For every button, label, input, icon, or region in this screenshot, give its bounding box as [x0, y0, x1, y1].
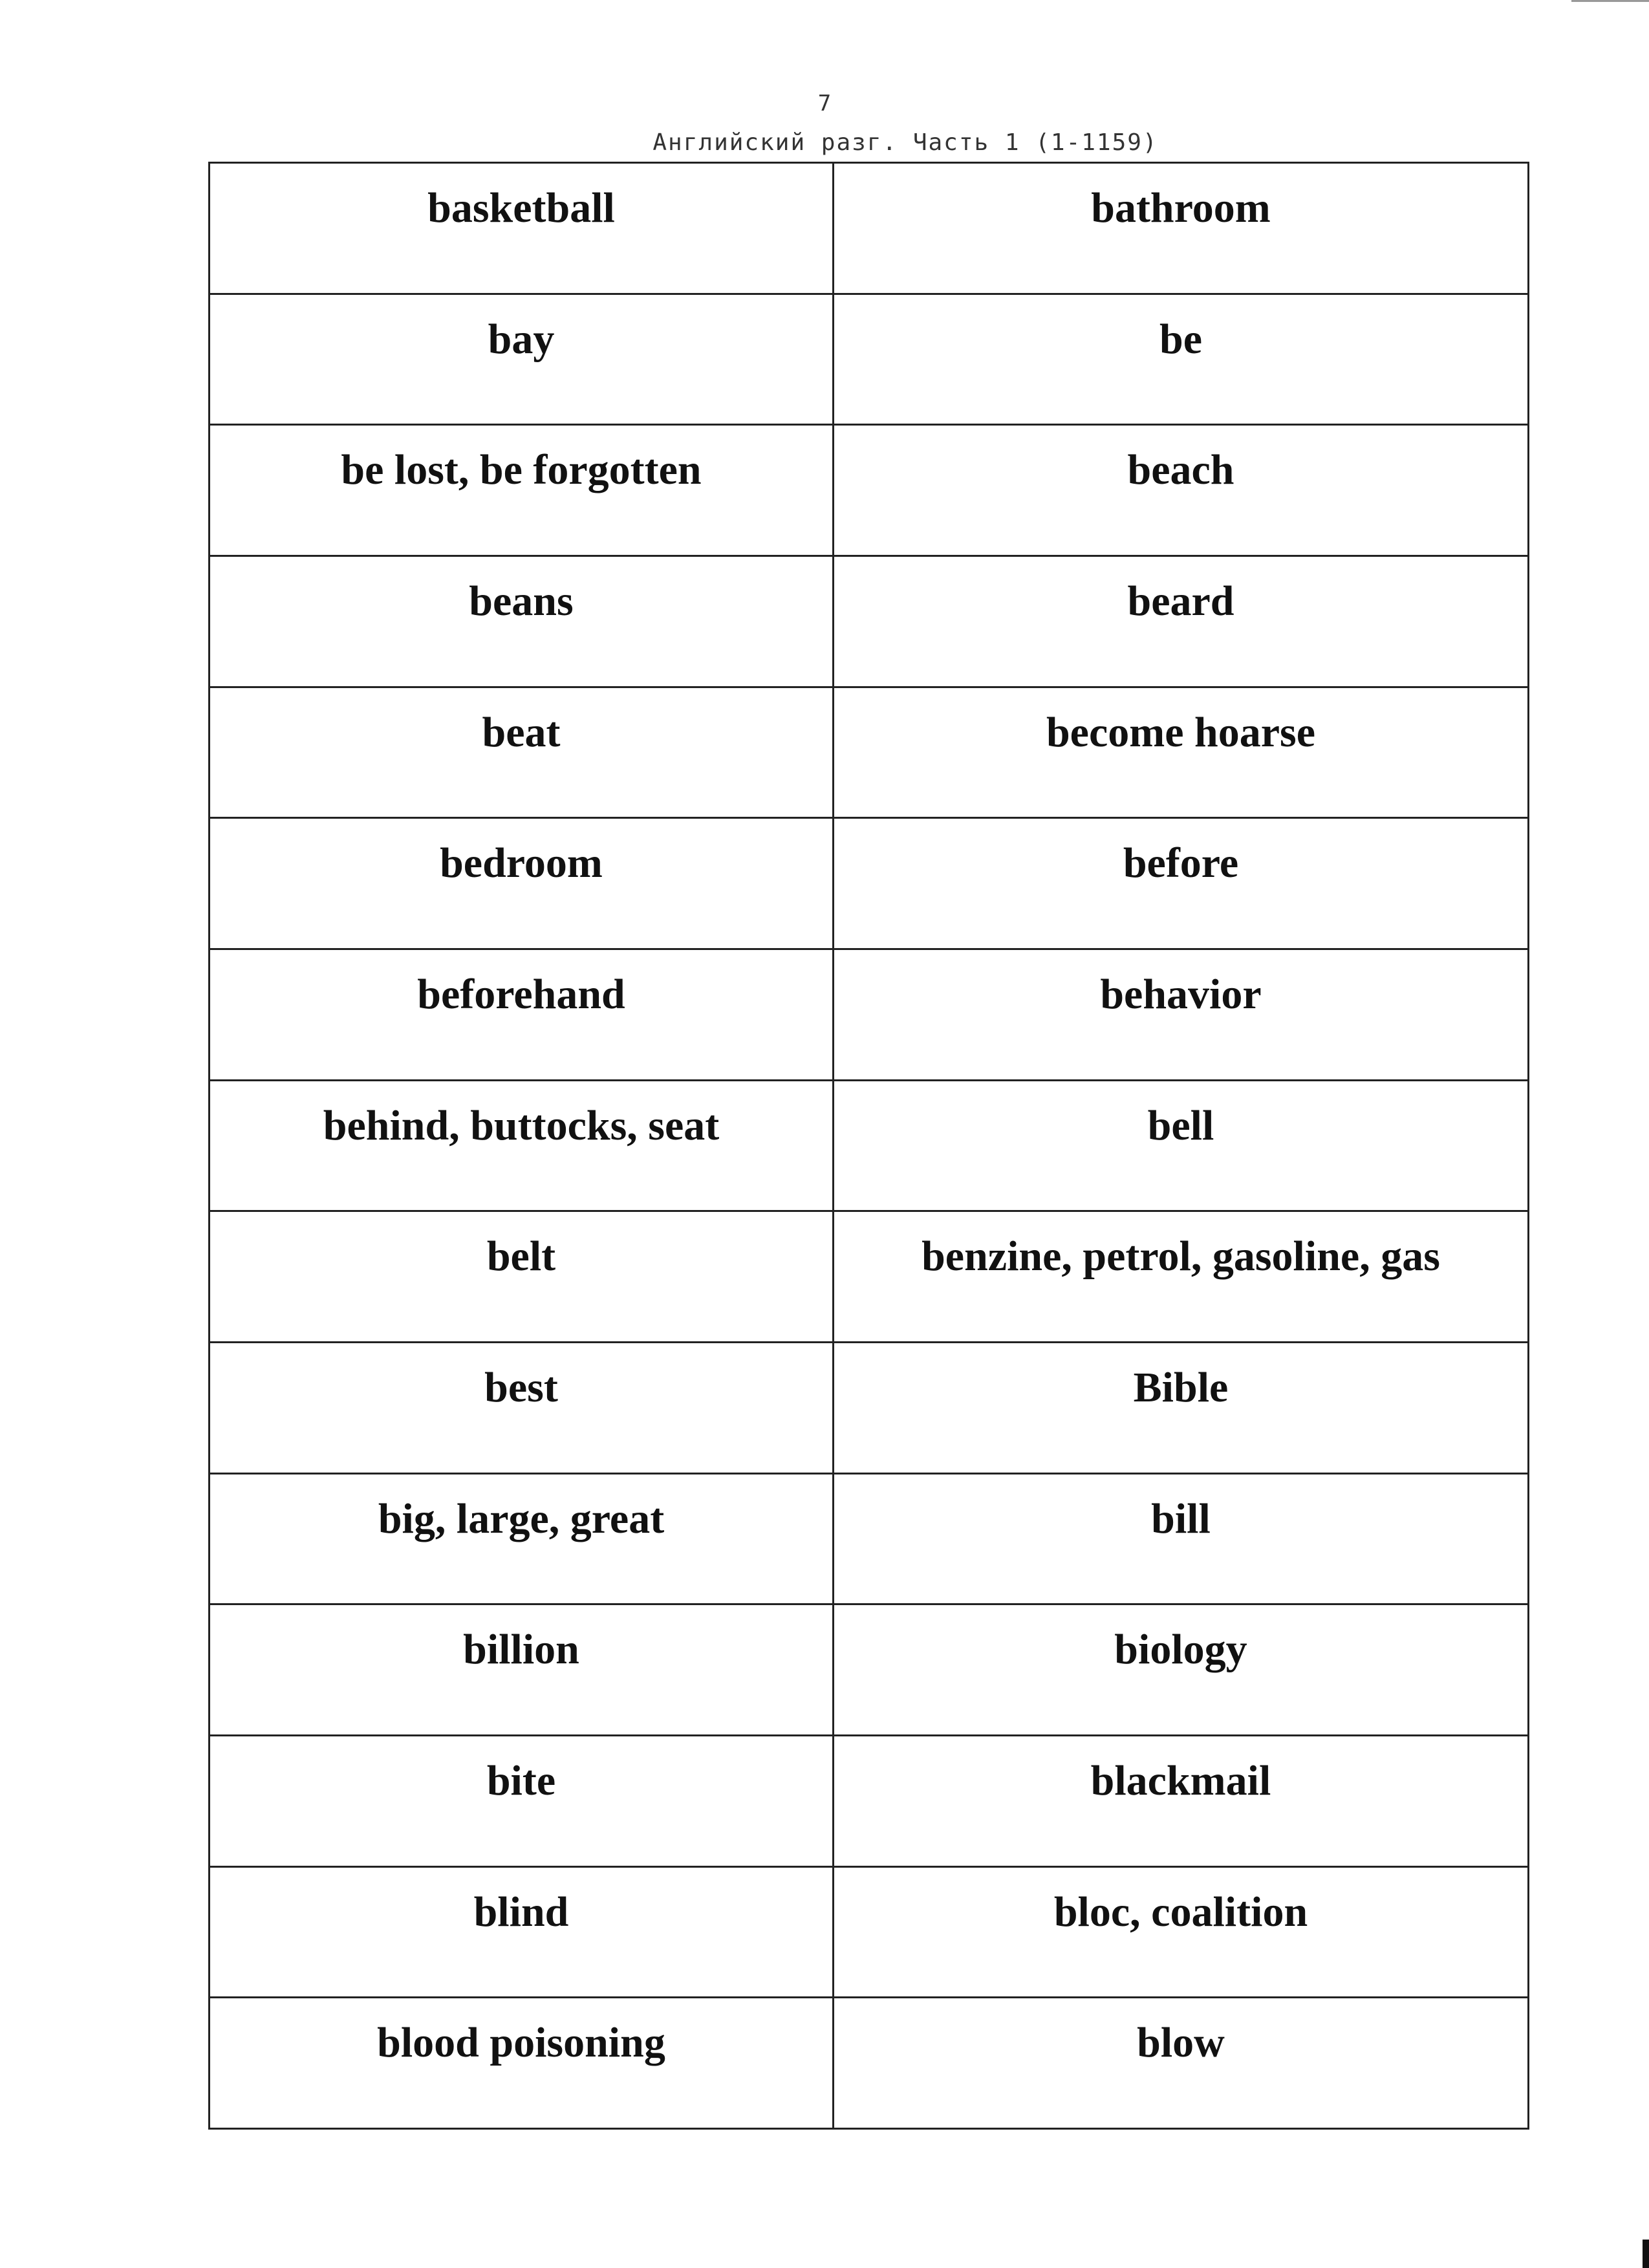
table-row: [210, 425, 1529, 556]
word-cell-left: beforehand: [210, 949, 834, 1080]
word-cell-left: bay: [210, 294, 834, 425]
word-cell-right: blackmail: [834, 1735, 1529, 1866]
word-cell-right: bill: [834, 1473, 1529, 1604]
table-row: [210, 1211, 1529, 1343]
word-cell-left: bedroom: [210, 818, 834, 949]
table-row: [210, 1735, 1529, 1866]
word-cell-right: beach: [834, 425, 1529, 556]
word-cell-left: blood poisoning: [210, 1998, 834, 2129]
word-cell-right: bloc, coalition: [834, 1866, 1529, 1998]
table-row: [210, 818, 1529, 949]
table-row: [210, 1866, 1529, 1998]
word-cell-left: belt: [210, 1211, 834, 1343]
word-cell-left: behind, buttocks, seat: [210, 1080, 834, 1211]
word-cell-right: bathroom: [834, 163, 1529, 294]
word-cell-right: biology: [834, 1604, 1529, 1736]
table-row: [210, 163, 1529, 294]
word-cell-left: billion: [210, 1604, 834, 1736]
word-cell-left: bite: [210, 1735, 834, 1866]
table-row: [210, 1080, 1529, 1211]
table-row: [210, 1604, 1529, 1736]
table-row: [210, 687, 1529, 818]
word-cell-right: Bible: [834, 1342, 1529, 1473]
word-cell-left: blind: [210, 1866, 834, 1998]
word-cell-right: beard: [834, 556, 1529, 687]
word-cell-left: beans: [210, 556, 834, 687]
word-cell-left: big, large, great: [210, 1473, 834, 1604]
word-cell-right: behavior: [834, 949, 1529, 1080]
word-cell-right: be: [834, 294, 1529, 425]
word-cell-left: basketball: [210, 163, 834, 294]
page-header: Английский разг. Часть 1 (1-1159): [652, 129, 1158, 156]
word-cell-left: beat: [210, 687, 834, 818]
scan-edge-line: [1571, 0, 1649, 2]
table-row: [210, 556, 1529, 687]
word-cell-right: bell: [834, 1080, 1529, 1211]
vocabulary-card-table: [208, 162, 1529, 2130]
word-cell-right: benzine, petrol, gasoline, gas: [834, 1211, 1529, 1343]
word-cell-right: blow: [834, 1998, 1529, 2129]
word-cell-left: best: [210, 1342, 834, 1473]
word-cell-right: become hoarse: [834, 687, 1529, 818]
word-cell-right: before: [834, 818, 1529, 949]
word-cell-left: be lost, be forgotten: [210, 425, 834, 556]
table-row: [210, 949, 1529, 1080]
table-row: [210, 294, 1529, 425]
scan-corner-mark: [1643, 2240, 1649, 2268]
table-row: [210, 1998, 1529, 2129]
table-row: [210, 1342, 1529, 1473]
page-number: 7: [817, 91, 832, 116]
table-row: [210, 1473, 1529, 1604]
